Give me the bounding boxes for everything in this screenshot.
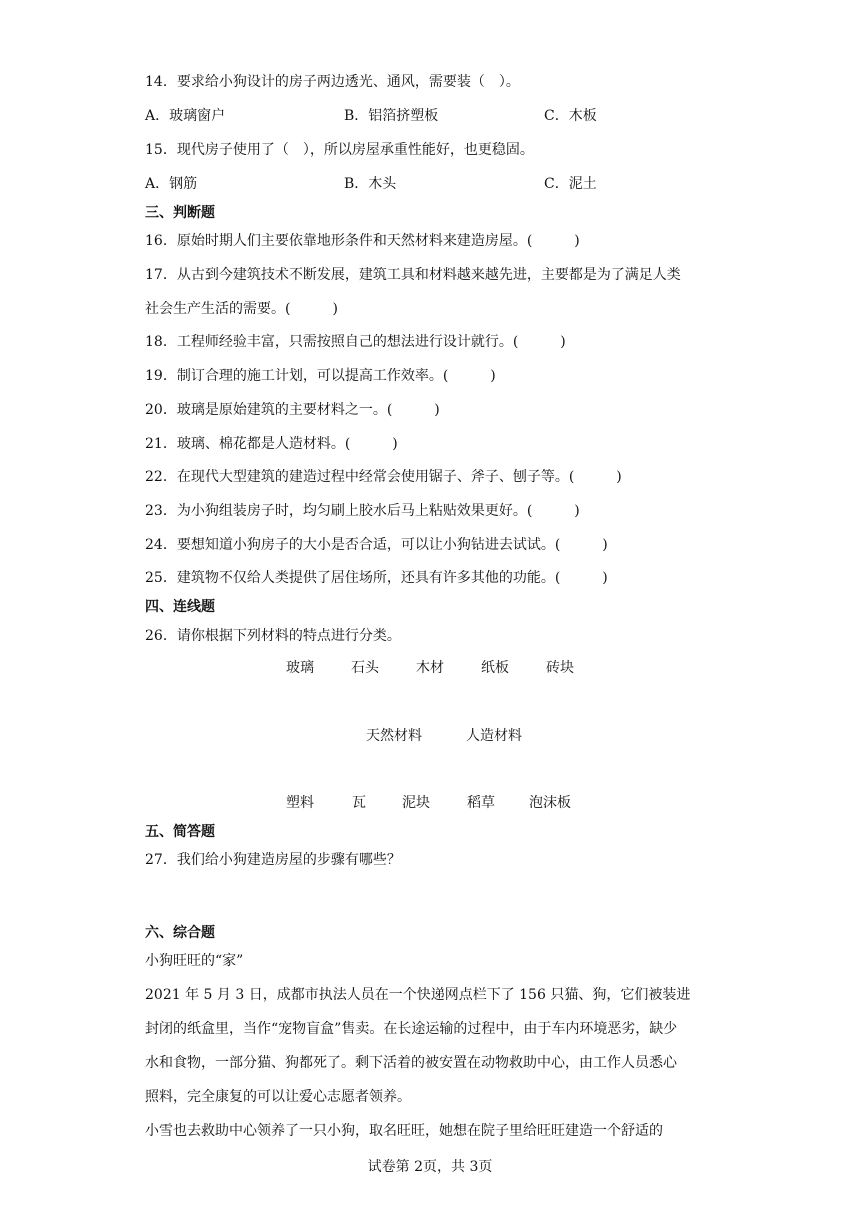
question-16: 16．原始时期人们主要依靠地形条件和天然材料来建造房屋。( ) — [145, 233, 580, 249]
question-24: 24．要想知道小狗房子的大小是否合适，可以让小狗钻进去试试。( ) — [145, 537, 608, 553]
section-6-title: 六、综合题 — [145, 925, 215, 941]
question-22: 22．在现代大型建筑的建造过程中经常会使用锯子、斧子、刨子等。( ) — [145, 469, 622, 485]
material-top-3: 木材 — [416, 660, 444, 676]
question-15-option-a: A．钢筋 — [145, 176, 198, 192]
material-top-1: 玻璃 — [286, 660, 314, 676]
material-bottom-1: 塑料 — [286, 795, 314, 811]
question-21: 21．玻璃、棉花都是人造材料。( ) — [145, 436, 398, 452]
question-18: 18．工程师经验丰富，只需按照自己的想法进行设计就行。( ) — [145, 334, 566, 350]
category-artificial: 人造材料 — [466, 728, 522, 744]
page-footer: 试卷第 2页，共 3页 — [367, 1159, 493, 1175]
section-5-title: 五、简答题 — [145, 824, 215, 840]
question-15-option-b: B．木头 — [344, 176, 397, 192]
question-27: 27．我们给小狗建造房屋的步骤有哪些？ — [145, 852, 401, 868]
material-top-5: 砖块 — [546, 660, 574, 676]
passage-title: 小狗旺旺的“家” — [145, 953, 244, 969]
question-14-option-c: C．木板 — [544, 108, 597, 124]
question-15-option-c: C．泥土 — [544, 176, 597, 192]
material-bottom-4: 稻草 — [467, 795, 495, 811]
question-17-line-2: 社会生产生活的需要。( ) — [145, 301, 338, 317]
question-26: 26．请你根据下列材料的特点进行分类。 — [145, 628, 401, 644]
material-top-2: 石头 — [351, 660, 379, 676]
material-bottom-5: 泡沫板 — [529, 795, 571, 811]
material-top-4: 纸板 — [481, 660, 509, 676]
question-14-option-a: A．玻璃窗户 — [145, 108, 226, 124]
question-20: 20．玻璃是原始建筑的主要材料之一。( ) — [145, 402, 440, 418]
passage-line-2: 封闭的纸盒里，当作“宠物盲盒”售卖。在长途运输的过程中，由于车内环境恶劣，缺少 — [145, 1021, 678, 1037]
question-14-option-b: B．铝箔挤塑板 — [344, 108, 439, 124]
section-4-title: 四、连线题 — [145, 599, 215, 615]
material-bottom-2: 瓦 — [352, 795, 366, 811]
question-15-stem: 15．现代房子使用了（ ），所以房屋承重性能好，也更稳固。 — [145, 142, 534, 158]
passage-line-1: 2021 年 5 月 3 日，成都市执法人员在一个快递网点栏下了 156 只猫、狗，它们被装进 — [145, 987, 691, 1003]
question-17-line-1: 17．从古到今建筑技术不断发展，建筑工具和材料越来越先进，主要都是为了满足人类 — [145, 267, 681, 283]
passage-line-4: 照料，完全康复的可以让爱心志愿者领养。 — [145, 1089, 411, 1105]
question-14-stem: 14．要求给小狗设计的房子两边透光、通风，需要装（ ）。 — [145, 74, 520, 90]
category-natural: 天然材料 — [366, 728, 422, 744]
material-bottom-3: 泥块 — [402, 795, 430, 811]
passage-line-3: 水和食物，一部分猫、狗都死了。剩下活着的被安置在动物救助中心，由工作人员悉心 — [145, 1055, 677, 1071]
question-23: 23．为小狗组装房子时，均匀刷上胶水后马上粘贴效果更好。( ) — [145, 503, 580, 519]
question-19: 19．制订合理的施工计划，可以提高工作效率。( ) — [145, 368, 496, 384]
section-3-title: 三、判断题 — [145, 205, 215, 221]
passage-line-5: 小雪也去救助中心领养了一只小狗，取名旺旺，她想在院子里给旺旺建造一个舒适的 — [145, 1123, 663, 1139]
question-25: 25．建筑物不仅给人类提供了居住场所，还具有许多其他的功能。( ) — [145, 570, 608, 586]
